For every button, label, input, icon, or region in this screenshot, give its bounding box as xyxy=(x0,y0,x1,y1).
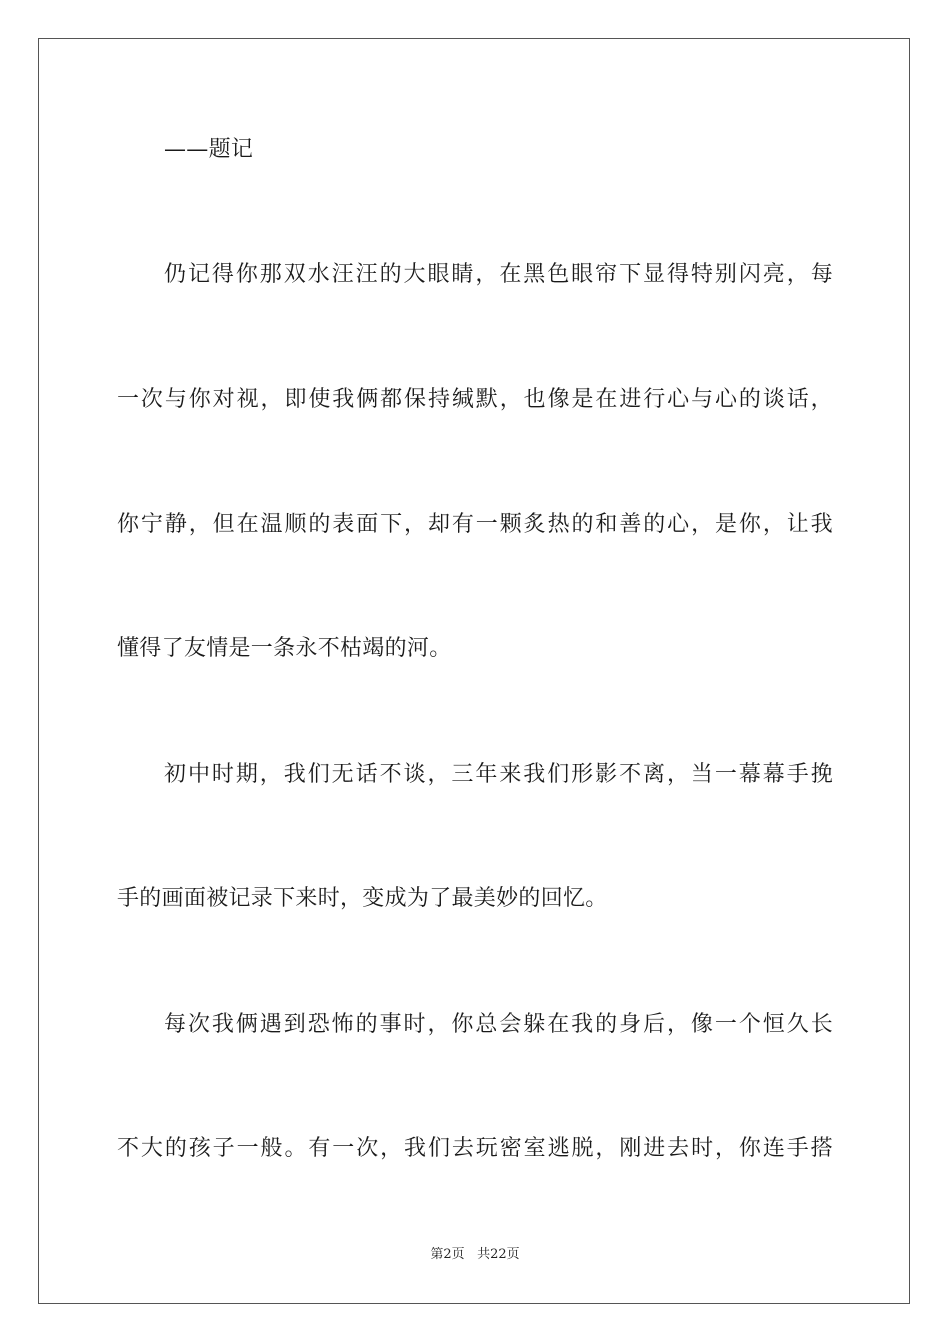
paragraph-1-line-4: 懂得了友情是一条永不枯竭的河。 xyxy=(117,636,452,661)
page-number: 第2页 xyxy=(430,1247,465,1262)
total-pages: 共22页 xyxy=(477,1247,520,1262)
paragraph-1-line-1: 仍记得你那双水汪汪的大眼睛，在黑色眼帘下显得特别闪亮，每 xyxy=(164,262,833,287)
page-border xyxy=(38,38,910,1304)
paragraph-3-line-2: 不大的孩子一般。有一次，我们去玩密室逃脱，刚进去时，你连手搭 xyxy=(117,1136,833,1161)
paragraph-2-line-2: 手的画面被记录下来时，变成为了最美妙的回忆。 xyxy=(117,886,608,911)
page-footer xyxy=(0,1246,950,1264)
paragraph-2-line-1: 初中时期，我们无话不谈，三年来我们形影不离，当一幕幕手挽 xyxy=(164,762,833,787)
epigraph: ——题记 xyxy=(164,137,254,162)
paragraph-1-line-3: 你宁静，但在温顺的表面下，却有一颗炙热的和善的心，是你，让我 xyxy=(117,512,833,537)
paragraph-3-line-1: 每次我俩遇到恐怖的事时，你总会躲在我的身后，像一个恒久长 xyxy=(164,1012,833,1037)
paragraph-1-line-2: 一次与你对视，即使我俩都保持缄默，也像是在进行心与心的谈话， xyxy=(117,387,833,412)
